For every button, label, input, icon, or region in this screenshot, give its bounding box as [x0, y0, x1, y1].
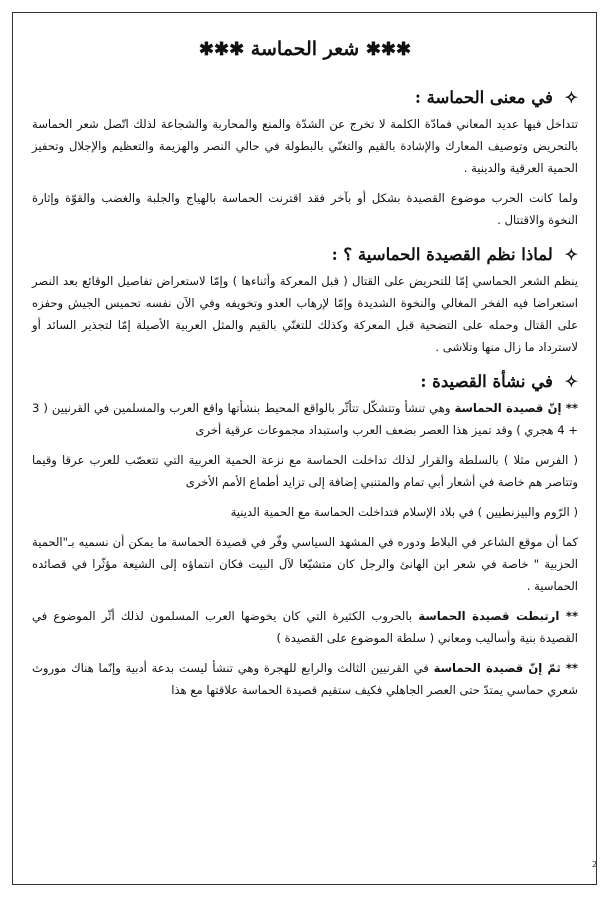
- diamond-icon: ✧: [564, 245, 578, 264]
- document-body: [32, 20, 578, 709]
- paragraph: [32, 605, 578, 649]
- bold-lead: ** ارتبطت قصيدة الحماسة: [418, 609, 579, 623]
- page-number: 2: [592, 860, 598, 869]
- paragraph: تتداخل فيها عديد المعاني فمادّة الكلمة لا تخرج عن الشدّة والمنع والمحاربة والشجاعة لذلك اتّصل شعر الحماسة بالتحريض وتوصيف المعارك والإشادة بالقيم والتغنّي بالبطولة في حالي النصر والهزيمة والتعظيم والإجلال وتحفيز الحمية العرقية والدينية .: [32, 117, 578, 175]
- bold-lead: ** ثمّ إنّ قصيدة الحماسة: [433, 661, 578, 675]
- section-heading-meaning: [32, 88, 578, 107]
- section-heading-origin: [32, 372, 578, 391]
- section-heading-purpose: [32, 245, 578, 264]
- section-heading-text: في معنى الحماسة :: [414, 88, 553, 107]
- title-stars-left: ✱✱✱: [198, 39, 245, 60]
- paragraph: كما أن موقع الشاعر في البلاط ودوره في المشهد السياسي وفّر في قصيدة الحماسة ما يمكن أن نسميه بـ"الحمية الحزبية " خاصة في شعر ابن الهانئ والرجل كان متشيّعا لآل البيت فكان انتماؤه إلى الشيعة مؤثّرا في قصائده الحماسية .: [32, 535, 578, 593]
- paragraph: ولما كانت الحرب موضوع القصيدة بشكل أو بآخر فقد اقترنت الحماسة بالهياج والجلبة والغضب والقوّة وإثارة النخوة والاقتتال .: [32, 191, 578, 227]
- paragraph: ينظم الشعر الحماسي إمّا للتحريض على القتال ( قبل المعركة وأثناءها ) وإمّا لاستعراض تفاصيل الوقائع بعد النصر استعراضا فيه الفخر المغالي والنخوة الشديدة وإمّا لإرهاب العدو وتخويفه وفي الآن نفسه تحميس الجيش وحفزه على القتال وحمله على التضحية قبل المعركة وكذلك للتغنّي بالقيم والمثل العربية الأصيلة إمّا لتجذير السائد أو لاسترداد ما زال منها وتلاشى .: [32, 274, 578, 354]
- title-text: شعر الحماسة: [250, 38, 360, 60]
- page-title: [32, 38, 578, 60]
- paragraph-text: وهي تنشأ وتتشكّل تتأثّر بالواقع المحيط بنشأتها واقع العرب والمسلمين في القرنيين ( 3 + 4 هجري ) وقد تميز هذا العصر بضعف العرب واستبداد مجموعات عرقية أخرى: [32, 401, 578, 437]
- diamond-icon: ✧: [564, 372, 578, 391]
- paragraph: [32, 397, 578, 441]
- paragraph: ( الرّوم والبيزنطيين ) في بلاد الإسلام فتداخلت الحماسة مع الحمية الدينية: [230, 505, 578, 519]
- title-stars-right: ✱✱✱: [365, 39, 412, 60]
- paragraph: [32, 657, 578, 701]
- diamond-icon: ✧: [564, 88, 578, 107]
- section-heading-text: لماذا نظم القصيدة الحماسية ؟ :: [331, 245, 553, 264]
- bold-lead: ** إنّ قصيدة الحماسة: [454, 401, 578, 415]
- section-heading-text: في نشأة القصيدة :: [420, 372, 553, 391]
- paragraph: ( الفرس مثلا ) بالسلطة والقرار لذلك تداخلت الحماسة مع نزعة الحمية العربية التي تتعصّب للعرب عرقا وقيما وتتاصر هم خاصة في أشعار أبي تمام والمتنبي إضافة إلى تزايد أطماع الأمم الأخرى: [32, 453, 578, 489]
- paragraph-text: بالحروب الكثيرة التي كان يخوضها العرب المسلمون لذلك أثّر الموضوع في القصيدة بنية وأساليب ومعاني ( سلطة الموضوع على القصيدة ): [32, 609, 578, 645]
- paragraph-text: في القرنيين الثالث والرابع للهجرة وهي تنشأ ليست بدعة أدبية وإنّما هناك موروث شعري حماسي يمتدّ حتى العصر الجاهلي فكيف ستقيم قصيدة الحماسة علاقتها مع هذا: [32, 661, 578, 697]
